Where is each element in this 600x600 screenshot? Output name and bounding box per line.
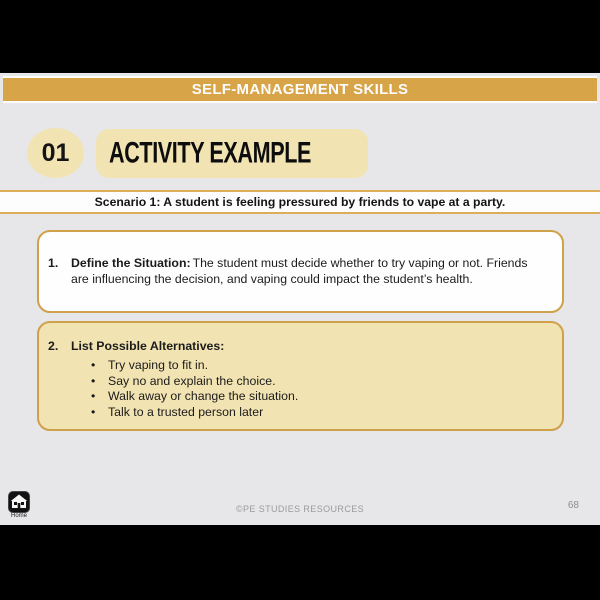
step-2-lead: List Possible Alternatives: <box>71 339 225 353</box>
step-1-content <box>71 255 548 287</box>
section-title: ACTIVITY EXAMPLE <box>109 136 312 170</box>
step-1-text: The student must decide whether to try vaping or not. Friends are influencing the decision, and vaping could impact the student’s health. <box>71 256 528 286</box>
page-number: 68 <box>567 500 579 511</box>
slide-header-bar <box>3 76 597 103</box>
list-item: • Talk to a trusted person later <box>91 405 548 421</box>
step-1-box <box>37 230 564 313</box>
step-1-number: 1. <box>48 256 59 270</box>
copyright-text: ©PE STUDIES RESOURCES <box>235 504 365 514</box>
step-2 <box>47 338 548 420</box>
slide-header-title: SELF-MANAGEMENT SKILLS <box>191 81 409 98</box>
alternatives-list <box>71 358 548 420</box>
step-1-lead: Define the Situation: <box>71 256 191 270</box>
section-number-badge <box>27 128 84 178</box>
section-title-box <box>96 129 368 178</box>
step-2-number: 2. <box>48 339 59 353</box>
list-item: • Walk away or change the situation. <box>91 389 548 405</box>
letterbox-bottom <box>0 525 600 600</box>
step-1 <box>47 255 548 287</box>
step-2-content <box>71 338 548 420</box>
list-item: • Say no and explain the choice. <box>91 374 548 390</box>
scenario-banner <box>0 190 600 214</box>
list-item: • Try vaping to fit in. <box>91 358 548 374</box>
letterbox-top <box>0 0 600 73</box>
scenario-text: Scenario 1: A student is feeling pressured by friends to vape at a party. <box>94 195 506 209</box>
slide-canvas <box>0 73 600 525</box>
step-2-box <box>37 321 564 431</box>
section-number: 01 <box>41 138 70 167</box>
home-button-label: Home <box>10 513 27 519</box>
